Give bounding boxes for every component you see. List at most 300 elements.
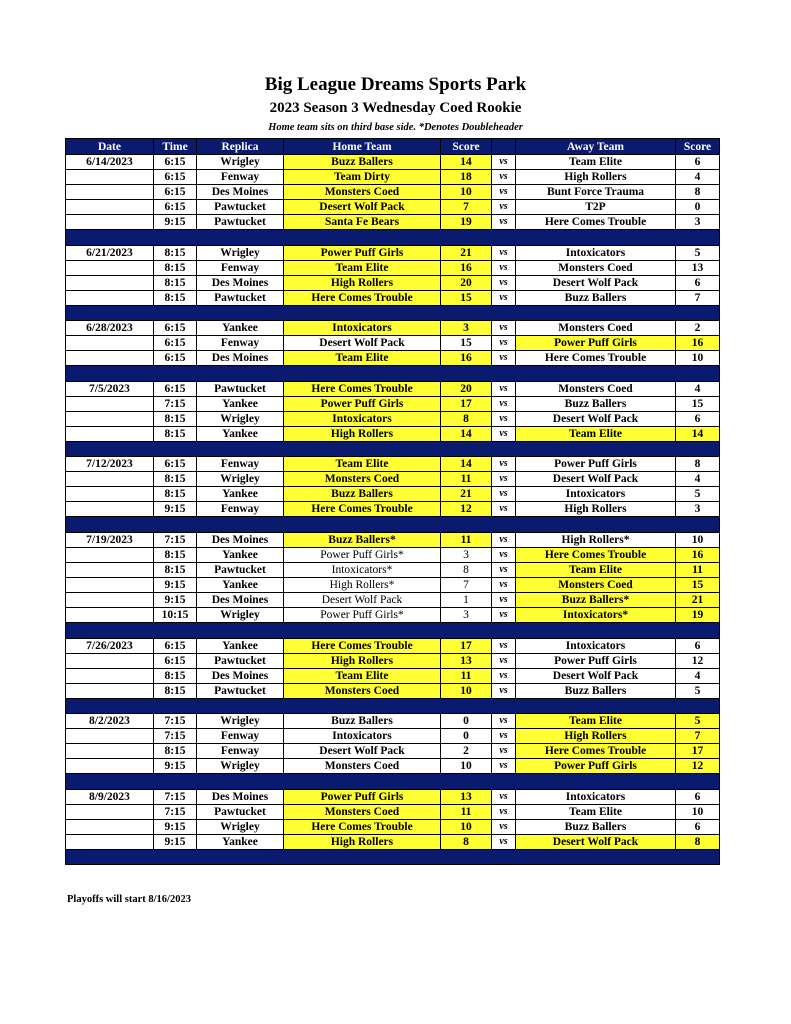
week-separator xyxy=(66,698,720,714)
time-cell: 9:15 xyxy=(154,502,197,517)
replica-cell: Wrigley xyxy=(197,819,284,834)
home-team-cell: Monsters Coed xyxy=(284,804,441,819)
home-score-cell: 11 xyxy=(441,668,492,683)
time-cell: 7:15 xyxy=(154,532,197,547)
away-team-cell: Intoxicators xyxy=(516,638,676,653)
date-cell xyxy=(66,275,154,290)
replica-cell: Yankee xyxy=(197,834,284,849)
home-score-cell: 1 xyxy=(441,592,492,607)
home-team-cell: Here Comes Trouble xyxy=(284,638,441,653)
date-cell xyxy=(66,577,154,592)
away-team-cell: Monsters Coed xyxy=(516,260,676,275)
date-cell: 6/21/2023 xyxy=(66,245,154,260)
home-score-cell: 11 xyxy=(441,804,492,819)
away-team-cell: Team Elite xyxy=(516,714,676,729)
week-separator xyxy=(66,517,720,533)
home-team-cell: Monsters Coed xyxy=(284,185,441,200)
away-score-cell: 5 xyxy=(676,683,720,698)
away-score-cell: 6 xyxy=(676,275,720,290)
time-cell: 8:15 xyxy=(154,411,197,426)
vs-cell: vs xyxy=(492,336,516,351)
time-cell: 6:15 xyxy=(154,653,197,668)
vs-cell: vs xyxy=(492,668,516,683)
vs-cell: vs xyxy=(492,714,516,729)
replica-cell: Yankee xyxy=(197,487,284,502)
schedule-table xyxy=(65,138,720,865)
home-score-cell: 10 xyxy=(441,185,492,200)
replica-cell: Pawtucket xyxy=(197,562,284,577)
vs-cell: vs xyxy=(492,532,516,547)
home-team-cell: Power Puff Girls xyxy=(284,396,441,411)
time-cell: 8:15 xyxy=(154,245,197,260)
date-cell xyxy=(66,472,154,487)
away-team-cell: Buzz Ballers xyxy=(516,396,676,411)
away-score-cell: 8 xyxy=(676,457,720,472)
home-score-cell: 8 xyxy=(441,411,492,426)
time-cell: 8:15 xyxy=(154,260,197,275)
home-score-cell: 15 xyxy=(441,290,492,305)
vs-cell: vs xyxy=(492,789,516,804)
vs-cell: vs xyxy=(492,607,516,622)
away-team-cell: Desert Wolf Pack xyxy=(516,472,676,487)
home-score-cell: 20 xyxy=(441,275,492,290)
separator-bar xyxy=(66,305,720,321)
date-cell xyxy=(66,804,154,819)
header-vs xyxy=(492,139,516,155)
replica-cell: Fenway xyxy=(197,170,284,185)
replica-cell: Des Moines xyxy=(197,592,284,607)
game-row xyxy=(66,804,720,819)
replica-cell: Yankee xyxy=(197,577,284,592)
home-team-cell: Monsters Coed xyxy=(284,472,441,487)
home-score-cell: 0 xyxy=(441,714,492,729)
home-team-cell: Team Elite xyxy=(284,260,441,275)
home-team-cell: Power Puff Girls xyxy=(284,245,441,260)
page-subtitle: 2023 Season 3 Wednesday Coed Rookie xyxy=(269,100,522,116)
date-cell xyxy=(66,653,154,668)
replica-cell: Yankee xyxy=(197,638,284,653)
home-team-cell: Here Comes Trouble xyxy=(284,819,441,834)
date-cell: 7/26/2023 xyxy=(66,638,154,653)
date-cell: 8/9/2023 xyxy=(66,789,154,804)
header-row xyxy=(66,139,720,155)
date-cell xyxy=(66,260,154,275)
game-row xyxy=(66,275,720,290)
time-cell: 7:15 xyxy=(154,729,197,744)
header-away-team: Away Team xyxy=(516,139,676,155)
vs-cell: vs xyxy=(492,245,516,260)
vs-cell: vs xyxy=(492,759,516,774)
home-team-cell: Monsters Coed xyxy=(284,683,441,698)
away-team-cell: High Rollers xyxy=(516,729,676,744)
home-score-cell: 21 xyxy=(441,487,492,502)
away-team-cell: Monsters Coed xyxy=(516,577,676,592)
away-score-cell: 6 xyxy=(676,819,720,834)
time-cell: 9:15 xyxy=(154,819,197,834)
home-score-cell: 8 xyxy=(441,562,492,577)
date-cell xyxy=(66,215,154,230)
game-row xyxy=(66,683,720,698)
home-team-cell: Here Comes Trouble xyxy=(284,502,441,517)
away-score-cell: 0 xyxy=(676,200,720,215)
away-team-cell: Power Puff Girls xyxy=(516,457,676,472)
away-team-cell: Team Elite xyxy=(516,155,676,170)
replica-cell: Des Moines xyxy=(197,789,284,804)
date-cell: 8/2/2023 xyxy=(66,714,154,729)
date-cell xyxy=(66,336,154,351)
home-score-cell: 12 xyxy=(441,502,492,517)
away-score-cell: 12 xyxy=(676,653,720,668)
game-row xyxy=(66,215,720,230)
time-cell: 9:15 xyxy=(154,215,197,230)
away-score-cell: 19 xyxy=(676,607,720,622)
date-cell xyxy=(66,170,154,185)
away-score-cell: 16 xyxy=(676,336,720,351)
date-cell xyxy=(66,834,154,849)
home-team-cell: Here Comes Trouble xyxy=(284,290,441,305)
away-score-cell: 4 xyxy=(676,668,720,683)
replica-cell: Yankee xyxy=(197,321,284,336)
time-cell: 9:15 xyxy=(154,592,197,607)
vs-cell: vs xyxy=(492,729,516,744)
home-score-cell: 7 xyxy=(441,200,492,215)
page-title: Big League Dreams Sports Park xyxy=(264,74,527,95)
game-row xyxy=(66,607,720,622)
away-team-cell: Power Puff Girls xyxy=(516,759,676,774)
header-home-team: Home Team xyxy=(284,139,441,155)
game-row xyxy=(66,336,720,351)
vs-cell: vs xyxy=(492,592,516,607)
home-team-cell: Intoxicators xyxy=(284,729,441,744)
replica-cell: Des Moines xyxy=(197,275,284,290)
game-row xyxy=(66,260,720,275)
home-score-cell: 3 xyxy=(441,321,492,336)
date-cell: 7/19/2023 xyxy=(66,532,154,547)
date-cell xyxy=(66,744,154,759)
home-team-cell: Here Comes Trouble xyxy=(284,381,441,396)
away-team-cell: T2P xyxy=(516,200,676,215)
replica-cell: Fenway xyxy=(197,260,284,275)
date-cell xyxy=(66,411,154,426)
away-team-cell: Team Elite xyxy=(516,804,676,819)
home-team-cell: Team Elite xyxy=(284,668,441,683)
date-cell: 6/28/2023 xyxy=(66,321,154,336)
vs-cell: vs xyxy=(492,834,516,849)
game-row xyxy=(66,532,720,547)
home-team-cell: Intoxicators xyxy=(284,411,441,426)
game-row xyxy=(66,426,720,441)
week-separator xyxy=(66,230,720,246)
home-score-cell: 10 xyxy=(441,759,492,774)
time-cell: 8:15 xyxy=(154,562,197,577)
home-team-cell: Intoxicators xyxy=(284,321,441,336)
separator-bar xyxy=(66,622,720,638)
vs-cell: vs xyxy=(492,472,516,487)
game-row xyxy=(66,759,720,774)
home-team-cell: Team Elite xyxy=(284,351,441,366)
replica-cell: Wrigley xyxy=(197,155,284,170)
away-score-cell: 11 xyxy=(676,562,720,577)
week-separator xyxy=(66,441,720,457)
vs-cell: vs xyxy=(492,275,516,290)
separator-bar xyxy=(66,774,720,790)
away-team-cell: Desert Wolf Pack xyxy=(516,411,676,426)
time-cell: 6:15 xyxy=(154,170,197,185)
vs-cell: vs xyxy=(492,638,516,653)
vs-cell: vs xyxy=(492,396,516,411)
home-score-cell: 17 xyxy=(441,396,492,411)
replica-cell: Fenway xyxy=(197,457,284,472)
away-team-cell: High Rollers xyxy=(516,170,676,185)
date-cell xyxy=(66,562,154,577)
away-team-cell: Buzz Ballers xyxy=(516,683,676,698)
replica-cell: Des Moines xyxy=(197,185,284,200)
date-cell xyxy=(66,683,154,698)
date-cell xyxy=(66,819,154,834)
replica-cell: Pawtucket xyxy=(197,290,284,305)
vs-cell: vs xyxy=(492,426,516,441)
away-team-cell: Team Elite xyxy=(516,562,676,577)
home-team-cell: Monsters Coed xyxy=(284,759,441,774)
vs-cell: vs xyxy=(492,562,516,577)
home-team-cell: Desert Wolf Pack xyxy=(284,592,441,607)
home-team-cell: High Rollers xyxy=(284,834,441,849)
home-score-cell: 18 xyxy=(441,170,492,185)
game-row xyxy=(66,155,720,170)
game-row xyxy=(66,351,720,366)
game-row xyxy=(66,472,720,487)
away-team-cell: High Rollers xyxy=(516,502,676,517)
away-team-cell: Buzz Ballers* xyxy=(516,592,676,607)
away-team-cell: Here Comes Trouble xyxy=(516,547,676,562)
game-row xyxy=(66,502,720,517)
time-cell: 6:15 xyxy=(154,381,197,396)
home-score-cell: 13 xyxy=(441,653,492,668)
date-cell xyxy=(66,351,154,366)
time-cell: 8:15 xyxy=(154,290,197,305)
time-cell: 8:15 xyxy=(154,472,197,487)
date-cell xyxy=(66,729,154,744)
game-row xyxy=(66,789,720,804)
time-cell: 8:15 xyxy=(154,426,197,441)
away-team-cell: Power Puff Girls xyxy=(516,336,676,351)
date-cell xyxy=(66,185,154,200)
replica-cell: Wrigley xyxy=(197,411,284,426)
home-team-cell: Buzz Ballers xyxy=(284,714,441,729)
week-separator xyxy=(66,366,720,382)
home-score-cell: 16 xyxy=(441,351,492,366)
replica-cell: Fenway xyxy=(197,744,284,759)
replica-cell: Pawtucket xyxy=(197,381,284,396)
away-team-cell: Buzz Ballers xyxy=(516,290,676,305)
away-team-cell: Desert Wolf Pack xyxy=(516,668,676,683)
vs-cell: vs xyxy=(492,457,516,472)
home-score-cell: 7 xyxy=(441,577,492,592)
date-cell xyxy=(66,426,154,441)
time-cell: 8:15 xyxy=(154,668,197,683)
away-team-cell: Monsters Coed xyxy=(516,321,676,336)
home-team-cell: Santa Fe Bears xyxy=(284,215,441,230)
date-cell xyxy=(66,547,154,562)
home-score-cell: 20 xyxy=(441,381,492,396)
separator-bar xyxy=(66,698,720,714)
time-cell: 8:15 xyxy=(154,683,197,698)
away-score-cell: 6 xyxy=(676,789,720,804)
home-team-cell: High Rollers* xyxy=(284,577,441,592)
away-team-cell: Intoxicators xyxy=(516,487,676,502)
home-team-cell: Team Dirty xyxy=(284,170,441,185)
week-separator xyxy=(66,849,720,865)
game-row xyxy=(66,547,720,562)
game-row xyxy=(66,668,720,683)
game-row xyxy=(66,200,720,215)
separator-bar xyxy=(66,517,720,533)
week-separator xyxy=(66,622,720,638)
away-score-cell: 10 xyxy=(676,804,720,819)
separator-bar xyxy=(66,849,720,865)
away-score-cell: 5 xyxy=(676,714,720,729)
vs-cell: vs xyxy=(492,170,516,185)
away-score-cell: 10 xyxy=(676,532,720,547)
vs-cell: vs xyxy=(492,653,516,668)
away-score-cell: 3 xyxy=(676,215,720,230)
away-team-cell: Here Comes Trouble xyxy=(516,215,676,230)
game-row xyxy=(66,744,720,759)
home-score-cell: 19 xyxy=(441,215,492,230)
replica-cell: Yankee xyxy=(197,396,284,411)
replica-cell: Pawtucket xyxy=(197,683,284,698)
home-team-cell: Power Puff Girls* xyxy=(284,607,441,622)
date-cell xyxy=(66,487,154,502)
replica-cell: Des Moines xyxy=(197,532,284,547)
time-cell: 10:15 xyxy=(154,607,197,622)
vs-cell: vs xyxy=(492,321,516,336)
game-row xyxy=(66,396,720,411)
vs-cell: vs xyxy=(492,381,516,396)
replica-cell: Des Moines xyxy=(197,668,284,683)
home-score-cell: 10 xyxy=(441,819,492,834)
away-score-cell: 8 xyxy=(676,185,720,200)
home-team-cell: Power Puff Girls* xyxy=(284,547,441,562)
away-score-cell: 4 xyxy=(676,170,720,185)
playoffs-note: Playoffs will start 8/16/2023 xyxy=(67,894,191,905)
replica-cell: Des Moines xyxy=(197,351,284,366)
game-row xyxy=(66,245,720,260)
replica-cell: Pawtucket xyxy=(197,653,284,668)
game-row xyxy=(66,714,720,729)
week-separator xyxy=(66,305,720,321)
game-row xyxy=(66,729,720,744)
away-team-cell: Here Comes Trouble xyxy=(516,744,676,759)
game-row xyxy=(66,577,720,592)
date-cell xyxy=(66,290,154,305)
replica-cell: Fenway xyxy=(197,729,284,744)
vs-cell: vs xyxy=(492,819,516,834)
time-cell: 6:15 xyxy=(154,351,197,366)
away-score-cell: 6 xyxy=(676,411,720,426)
time-cell: 8:15 xyxy=(154,744,197,759)
header-away-score: Score xyxy=(676,139,720,155)
game-row xyxy=(66,185,720,200)
home-score-cell: 14 xyxy=(441,426,492,441)
game-row xyxy=(66,487,720,502)
away-team-cell: High Rollers* xyxy=(516,532,676,547)
date-cell xyxy=(66,592,154,607)
away-score-cell: 2 xyxy=(676,321,720,336)
home-score-cell: 11 xyxy=(441,472,492,487)
home-score-cell: 2 xyxy=(441,744,492,759)
vs-cell: vs xyxy=(492,290,516,305)
home-score-cell: 3 xyxy=(441,547,492,562)
away-team-cell: Intoxicators* xyxy=(516,607,676,622)
home-team-cell: Power Puff Girls xyxy=(284,789,441,804)
away-score-cell: 7 xyxy=(676,290,720,305)
home-score-cell: 16 xyxy=(441,260,492,275)
time-cell: 7:15 xyxy=(154,396,197,411)
replica-cell: Wrigley xyxy=(197,607,284,622)
separator-bar xyxy=(66,441,720,457)
replica-cell: Wrigley xyxy=(197,759,284,774)
vs-cell: vs xyxy=(492,351,516,366)
replica-cell: Yankee xyxy=(197,426,284,441)
time-cell: 6:15 xyxy=(154,457,197,472)
game-row xyxy=(66,819,720,834)
away-team-cell: Here Comes Trouble xyxy=(516,351,676,366)
time-cell: 9:15 xyxy=(154,577,197,592)
home-team-cell: Intoxicators* xyxy=(284,562,441,577)
away-score-cell: 14 xyxy=(676,426,720,441)
vs-cell: vs xyxy=(492,804,516,819)
time-cell: 8:15 xyxy=(154,547,197,562)
vs-cell: vs xyxy=(492,577,516,592)
away-score-cell: 16 xyxy=(676,547,720,562)
header-date: Date xyxy=(66,139,154,155)
game-row xyxy=(66,457,720,472)
replica-cell: Wrigley xyxy=(197,714,284,729)
home-team-cell: High Rollers xyxy=(284,275,441,290)
away-score-cell: 5 xyxy=(676,245,720,260)
away-score-cell: 5 xyxy=(676,487,720,502)
home-score-cell: 0 xyxy=(441,729,492,744)
replica-cell: Pawtucket xyxy=(197,215,284,230)
time-cell: 6:15 xyxy=(154,200,197,215)
separator-bar xyxy=(66,366,720,382)
home-team-cell: Desert Wolf Pack xyxy=(284,336,441,351)
time-cell: 7:15 xyxy=(154,804,197,819)
header-time: Time xyxy=(154,139,197,155)
replica-cell: Fenway xyxy=(197,502,284,517)
away-score-cell: 8 xyxy=(676,834,720,849)
away-team-cell: Bunt Force Trauma xyxy=(516,185,676,200)
away-team-cell: Buzz Ballers xyxy=(516,819,676,834)
game-row xyxy=(66,321,720,336)
home-team-cell: Buzz Ballers* xyxy=(284,532,441,547)
game-row xyxy=(66,381,720,396)
time-cell: 9:15 xyxy=(154,834,197,849)
away-score-cell: 15 xyxy=(676,396,720,411)
game-row xyxy=(66,562,720,577)
away-score-cell: 3 xyxy=(676,502,720,517)
game-row xyxy=(66,592,720,607)
away-score-cell: 15 xyxy=(676,577,720,592)
time-cell: 7:15 xyxy=(154,714,197,729)
time-cell: 6:15 xyxy=(154,185,197,200)
home-team-cell: Team Elite xyxy=(284,457,441,472)
home-score-cell: 14 xyxy=(441,155,492,170)
vs-cell: vs xyxy=(492,502,516,517)
home-score-cell: 17 xyxy=(441,638,492,653)
away-score-cell: 12 xyxy=(676,759,720,774)
